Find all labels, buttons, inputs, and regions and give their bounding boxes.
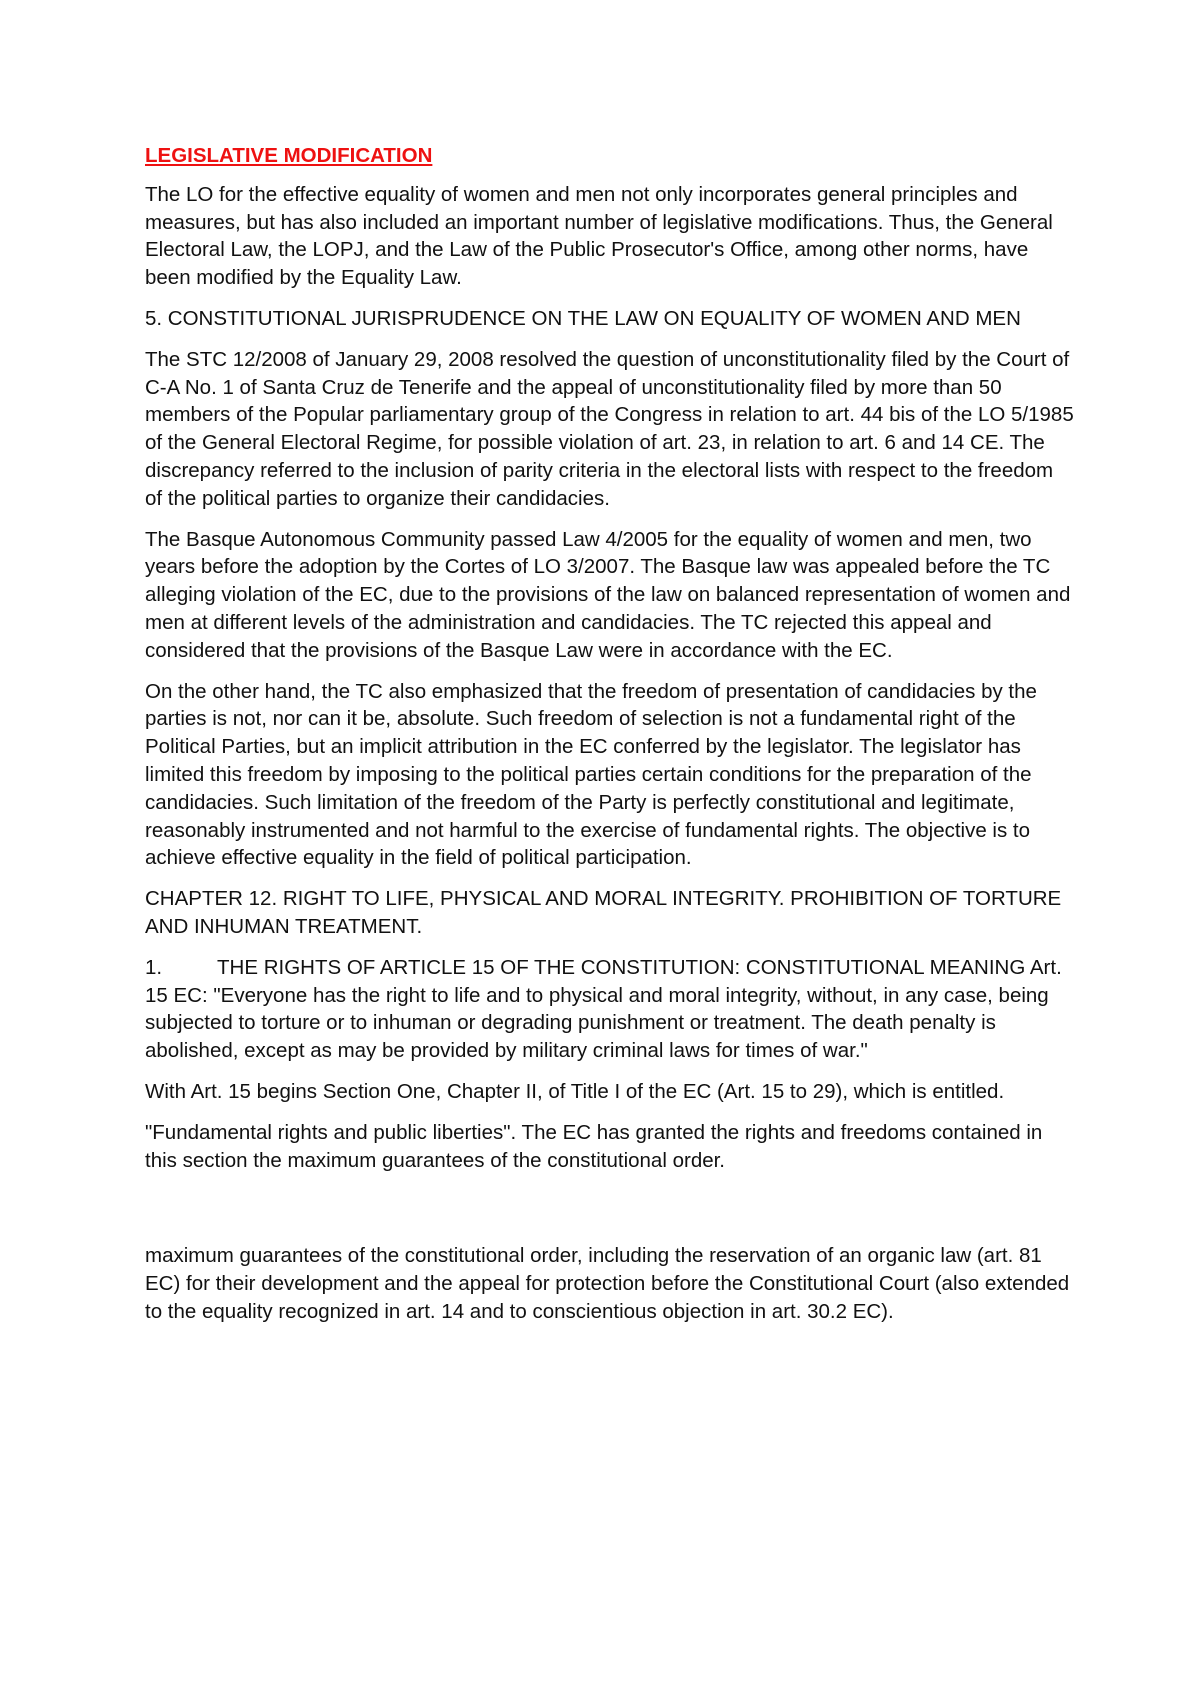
list-item-text: THE RIGHTS OF ARTICLE 15 OF THE CONSTITUTION: CONSTITUTIONAL MEANING Art. 15 EC: "Everyone has the right to life and to physical and moral integrity, without, in any case, being subjected to torture or to inhuman or degrading punishment or treatment. The death penalty is abolished, except as may be provided by military criminal laws for times of war." (145, 955, 1062, 1063)
list-item-article-15 (145, 954, 1075, 1065)
list-item-number: 1. (145, 955, 163, 979)
paragraph-section-one: With Art. 15 begins Section One, Chapter II, of Title I of the EC (Art. 15 to 29), which is entitled. (145, 1079, 1005, 1103)
document-body (145, 142, 1075, 1339)
section-heading: LEGISLATIVE MODIFICATION (145, 144, 433, 167)
paragraph-stc-12-2008: The STC 12/2008 of January 29, 2008 resolved the question of unconstitutionality filed by the Court of C-A No. 1 of Santa Cruz de Tenerife and the appeal of unconstitutionality filed by more than 50 members of the Popular parliamentary group of the Congress in relation to art. 44 bis of the LO 5/1985 of the General Electoral Regime, for possible violation of art. 23, in relation to art. 6 and 14 CE. The discrepancy referred to the inclusion of parity criteria in the electoral lists with respect to the freedom of the political parties to organize their candidacies. (145, 347, 1074, 510)
paragraph-basque-law: The Basque Autonomous Community passed Law 4/2005 for the equality of women and men, two years before the adoption by the Cortes of LO 3/2007. The Basque law was appealed before the TC alleging violation of the EC, due to the provisions of the law on balanced representation of women and men at different levels of the administration and candidacies. The TC rejected this appeal and considered that the provisions of the Basque Law were in accordance with the EC. (145, 527, 1071, 662)
paragraph-legislative-modification: The LO for the effective equality of women and men not only incorporates general principles and measures, but has also included an important number of legislative modifications. Thus, the General Electoral Law, the LOPJ, and the Law of the Public Prosecutor's Office, among other norms, have been modified by the Equality Law. (145, 182, 1053, 290)
page-break-gap (145, 1187, 1075, 1242)
section-heading-5: 5. CONSTITUTIONAL JURISPRUDENCE ON THE LAW ON EQUALITY OF WOMEN AND MEN (145, 306, 1021, 330)
paragraph-maximum-guarantees: maximum guarantees of the constitutional order, including the reservation of an organic law (art. 81 EC) for their development and the appeal for protection before the Constitutional Court (also extended to the equality recognized in art. 14 and to conscientious objection in art. 30.2 EC). (145, 1244, 1070, 1323)
paragraph-fundamental-rights: "Fundamental rights and public liberties". The EC has granted the rights and freedoms contained in this section the maximum guarantees of the constitutional order. (145, 1120, 1043, 1172)
chapter-heading-12: CHAPTER 12. RIGHT TO LIFE, PHYSICAL AND MORAL INTEGRITY. PROHIBITION OF TORTURE AND INHUMAN TREATMENT. (145, 887, 1062, 938)
paragraph-freedom-of-candidacies: On the other hand, the TC also emphasized that the freedom of presentation of candidacies by the parties is not, nor can it be, absolute. Such freedom of selection is not a fundamental right of the Political Parties, but an implicit attribution in the EC conferred by the legislator. The legislator has limited this freedom by imposing to the political parties certain conditions for the preparation of the candidacies. Such limitation of the freedom of the Party is perfectly constitutional and legitimate, reasonably instrumented and not harmful to the exercise of fundamental rights. The objective is to achieve effective equality in the field of political participation. (145, 679, 1037, 870)
